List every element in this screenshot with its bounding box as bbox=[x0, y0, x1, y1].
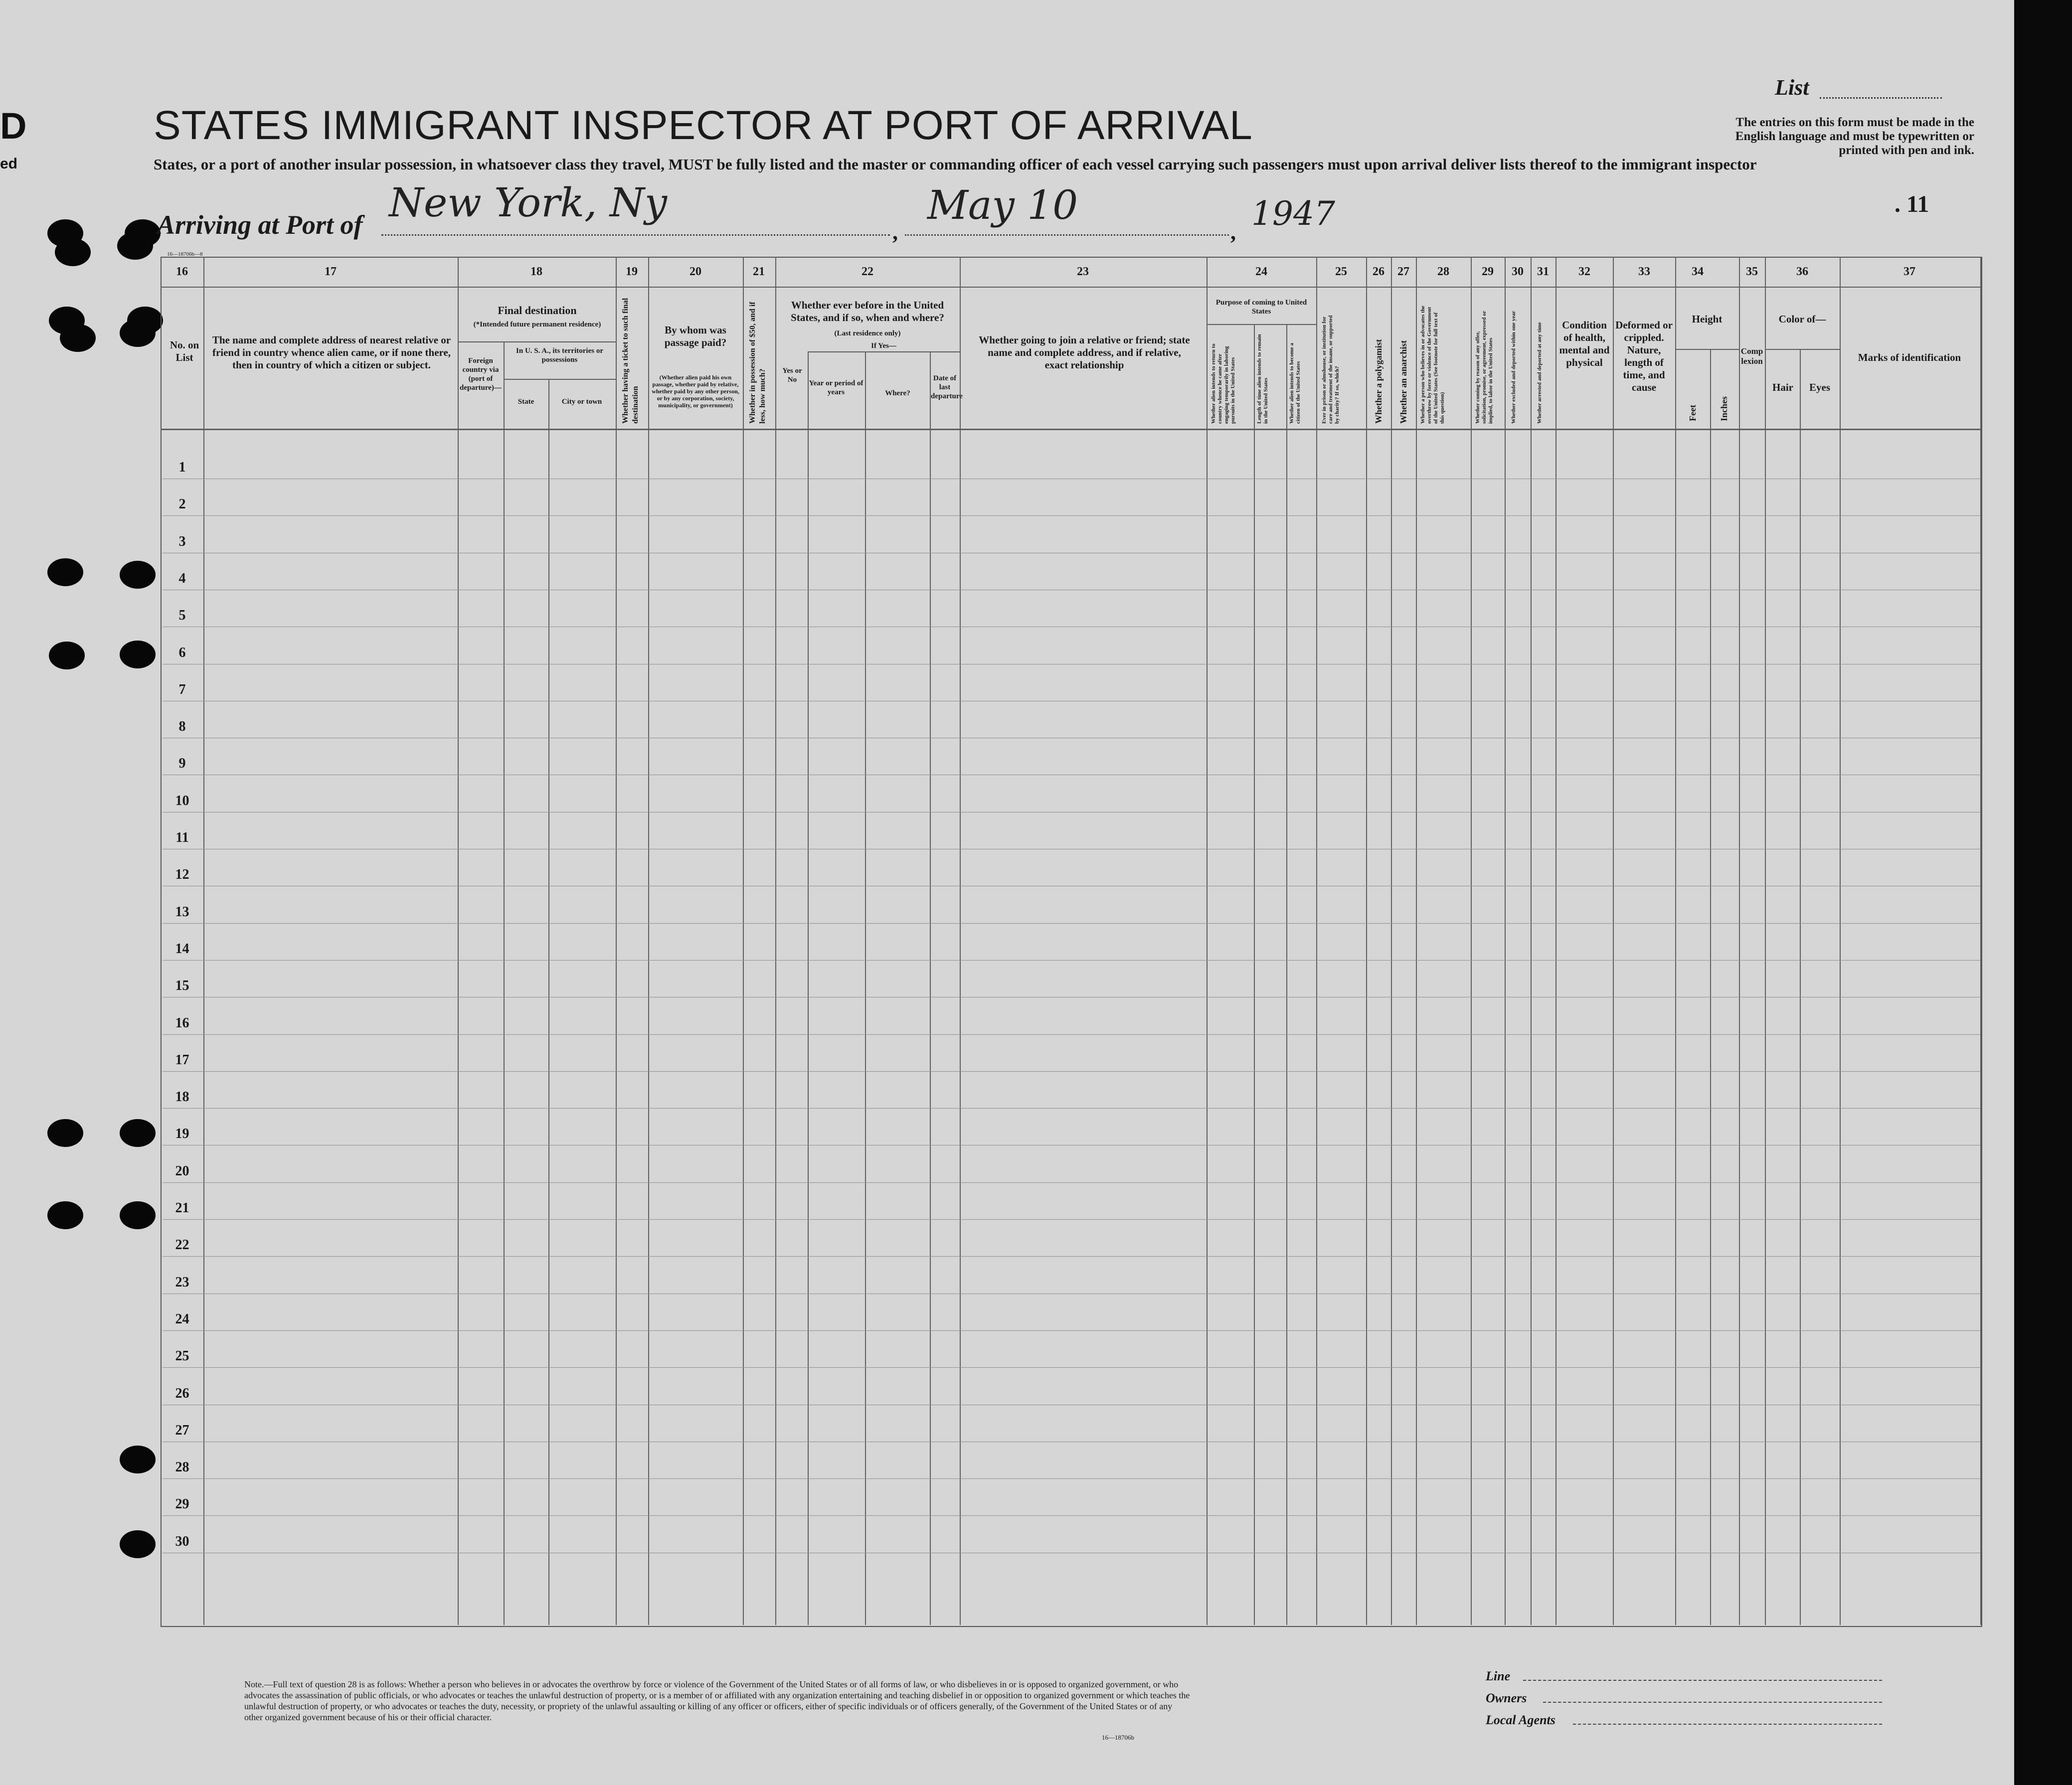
table-row[interactable] bbox=[163, 1330, 1980, 1331]
row-number: 6 bbox=[178, 645, 186, 660]
header-sub-divider bbox=[504, 379, 616, 380]
header-purpose-length: Length of time alien intends to remain in the United States bbox=[1256, 334, 1269, 424]
form-code: 16—18706b—8 bbox=[167, 251, 203, 257]
column-divider bbox=[458, 257, 459, 1625]
row-number: 25 bbox=[175, 1348, 189, 1364]
header-anarchist: Whether an anarchist bbox=[1398, 340, 1408, 424]
column-divider bbox=[775, 257, 776, 1625]
column-number: 29 bbox=[1482, 265, 1494, 278]
column-number: 18 bbox=[530, 265, 542, 278]
column-divider bbox=[1505, 257, 1506, 1625]
table-row[interactable] bbox=[163, 1515, 1980, 1516]
form-title: STATES IMMIGRANT INSPECTOR AT PORT OF ARRIVAL bbox=[154, 103, 1253, 148]
punch-hole bbox=[120, 1201, 156, 1229]
punch-hole bbox=[60, 324, 96, 352]
column-divider bbox=[960, 257, 961, 1625]
table-row[interactable] bbox=[163, 1071, 1980, 1072]
local-agents-label: Local Agents bbox=[1486, 1713, 1555, 1727]
punch-hole bbox=[120, 1446, 156, 1473]
header-color-of: Color of— bbox=[1778, 313, 1826, 325]
table-row[interactable] bbox=[163, 1367, 1980, 1368]
column-divider bbox=[1800, 349, 1801, 1625]
header-sub-divider bbox=[458, 341, 616, 342]
punch-hole bbox=[120, 1530, 156, 1558]
line-field[interactable] bbox=[1523, 1680, 1882, 1681]
header-health: Condition of health, mental and physical bbox=[1559, 319, 1610, 368]
table-row[interactable] bbox=[163, 1108, 1980, 1109]
line-label: Line bbox=[1486, 1669, 1511, 1683]
row-number: 13 bbox=[175, 904, 189, 920]
header-sub-divider bbox=[1675, 349, 1739, 350]
header-purpose-citizen: Whether alien intends to become a citizen of the United States bbox=[1289, 342, 1301, 424]
row-number: 14 bbox=[175, 941, 189, 957]
column-number: 37 bbox=[1903, 265, 1915, 278]
column-divider bbox=[808, 351, 809, 1625]
page-number: . 11 bbox=[1895, 191, 1929, 217]
row-number: 23 bbox=[175, 1274, 189, 1290]
header-excluded-deported: Whether excluded and deported within one year bbox=[1511, 311, 1517, 424]
table-row[interactable] bbox=[163, 515, 1980, 516]
header-polygamist: Whether a polygamist bbox=[1374, 339, 1383, 424]
header-date-last-departure: Date of last departure bbox=[931, 374, 963, 400]
column-number: 19 bbox=[626, 265, 638, 278]
column-number: 32 bbox=[1578, 265, 1590, 278]
header-height-feet: Feet bbox=[1688, 405, 1698, 421]
punch-hole bbox=[55, 238, 91, 266]
list-label: List bbox=[1775, 75, 1809, 100]
column-number: 31 bbox=[1537, 265, 1549, 278]
column-number: 17 bbox=[325, 265, 337, 278]
punch-hole bbox=[47, 1119, 83, 1147]
header-purpose-of-coming: Purpose of coming to United States bbox=[1215, 299, 1307, 316]
row-number: 24 bbox=[175, 1311, 189, 1327]
header-hair: Hair bbox=[1772, 381, 1793, 393]
row-number: 4 bbox=[178, 570, 186, 586]
column-number: 21 bbox=[753, 265, 765, 278]
column-divider bbox=[1675, 257, 1676, 1625]
comma-separator: , bbox=[1230, 220, 1236, 244]
column-divider bbox=[1613, 257, 1614, 1625]
header-yes-or-no: Yes or No bbox=[782, 367, 802, 384]
header-join-relative: Whether going to join a relative or friend; state name and complete address, and if relative, exact relationship bbox=[979, 334, 1190, 371]
column-divider bbox=[1207, 257, 1208, 1625]
punch-hole bbox=[47, 1201, 83, 1229]
column-number: 27 bbox=[1397, 265, 1409, 278]
column-number: 36 bbox=[1796, 265, 1808, 278]
edge-mark-fragment: ed bbox=[0, 156, 18, 172]
header-height: Height bbox=[1692, 313, 1723, 325]
port-handwritten[interactable]: New York, Ny bbox=[389, 179, 668, 226]
punch-hole bbox=[120, 641, 156, 668]
row-number: 10 bbox=[175, 793, 189, 809]
row-number: 11 bbox=[175, 830, 189, 845]
table-row[interactable] bbox=[163, 1219, 1980, 1220]
column-number-divider bbox=[161, 287, 1980, 288]
column-divider bbox=[1471, 257, 1472, 1625]
header-ever-before-us: Whether ever before in the United States, and if so, when and where? bbox=[791, 299, 944, 324]
row-number: 30 bbox=[175, 1533, 189, 1549]
header-year-period: Year or period of years bbox=[809, 379, 863, 396]
header-no-on-list: No. on List bbox=[170, 339, 199, 363]
date-field-line bbox=[905, 234, 1229, 236]
punch-hole bbox=[47, 558, 83, 586]
header-possession-50: Whether in possession of $50, and if less, how much? bbox=[748, 302, 767, 424]
header-bottom-divider bbox=[161, 429, 1980, 430]
column-divider bbox=[743, 257, 744, 1625]
table-row[interactable] bbox=[163, 1034, 1980, 1035]
row-number: 16 bbox=[175, 1015, 189, 1031]
column-divider bbox=[1366, 257, 1367, 1625]
row-number: 22 bbox=[175, 1237, 189, 1253]
row-number: 21 bbox=[175, 1200, 189, 1216]
header-final-destination-note: (*Intended future permanent residence) bbox=[473, 321, 601, 328]
punch-hole bbox=[125, 219, 161, 247]
list-number-field[interactable] bbox=[1820, 97, 1942, 99]
column-number: 26 bbox=[1373, 265, 1384, 278]
punch-hole bbox=[120, 561, 156, 589]
punch-hole bbox=[127, 307, 163, 334]
column-divider bbox=[1710, 349, 1711, 1625]
edge-mark-letter: D bbox=[0, 105, 27, 147]
column-divider bbox=[648, 257, 649, 1625]
header-state: State bbox=[518, 398, 534, 406]
row-number: 15 bbox=[175, 978, 189, 994]
header-passage-paid-note: (Whether alien paid his own passage, whether paid by relative, whether paid by any other person, or by any corporation, society, municipality, or government) bbox=[652, 374, 739, 409]
header-offer-labor: Whether coming by reason of any offer, solicitation, promise, or agreement, expressed or implied, to labor in the United States bbox=[1475, 311, 1494, 424]
header-overthrow: Whether a person who believes in or advocates the overthrow by force or violence of the Government of the United States (See footnote for full text of this question) bbox=[1420, 306, 1445, 424]
row-number: 8 bbox=[178, 719, 186, 735]
column-divider bbox=[203, 257, 204, 1625]
owners-label: Owners bbox=[1486, 1691, 1527, 1705]
column-divider bbox=[548, 379, 549, 1625]
header-prison-almshouse: Ever in prison or almshouse, or institution for care and treatment of the insane, or supported by charity? If so, which? bbox=[1321, 315, 1340, 424]
header-ticket-destination: Whether having a ticket to such final destination bbox=[621, 298, 640, 424]
column-number: 34 bbox=[1692, 265, 1704, 278]
owners-field[interactable] bbox=[1543, 1702, 1882, 1703]
punch-hole bbox=[120, 1119, 156, 1147]
header-height-inches: Inches bbox=[1719, 396, 1729, 421]
row-number: 19 bbox=[175, 1126, 189, 1142]
column-divider bbox=[1416, 257, 1417, 1625]
year-handwritten[interactable]: 1947 bbox=[1251, 194, 1335, 233]
column-number: 25 bbox=[1335, 265, 1347, 278]
header-sub-divider bbox=[808, 351, 960, 352]
row-number: 27 bbox=[175, 1422, 189, 1438]
row-number: 2 bbox=[178, 496, 186, 512]
column-number: 24 bbox=[1255, 265, 1267, 278]
column-number: 35 bbox=[1746, 265, 1758, 278]
column-divider bbox=[1531, 257, 1532, 1625]
row-number: 9 bbox=[178, 756, 186, 772]
header-last-residence: (Last residence only) bbox=[834, 329, 901, 337]
column-number: 22 bbox=[862, 265, 873, 278]
column-divider bbox=[1739, 257, 1740, 1625]
column-divider bbox=[1555, 257, 1556, 1625]
header-sub-divider bbox=[1765, 349, 1840, 350]
column-divider bbox=[1980, 257, 1981, 1625]
arriving-port-label: Arriving at Port of bbox=[157, 210, 363, 240]
row-number: 7 bbox=[178, 681, 186, 697]
column-number: 23 bbox=[1077, 265, 1089, 278]
table-row[interactable] bbox=[163, 923, 1980, 924]
column-divider bbox=[1765, 257, 1766, 1625]
row-number: 29 bbox=[175, 1496, 189, 1512]
row-number: 26 bbox=[175, 1385, 189, 1401]
row-number: 1 bbox=[178, 460, 186, 475]
header-nearest-relative: The name and complete address of nearest relative or friend in country whence alien came, or if none there, then in country of which a citizen or subject. bbox=[212, 334, 451, 371]
table-row[interactable] bbox=[163, 1256, 1980, 1257]
form-subtitle: States, or a port of another insular possession, in whatsoever class they travel, MUST be fully listed and the master or commanding officer of each vessel carrying such passengers must upon arrival deliver lists thereof to the immigrant inspector bbox=[154, 156, 1757, 173]
port-field-line bbox=[381, 234, 890, 236]
row-number: 12 bbox=[175, 867, 189, 883]
column-number: 30 bbox=[1512, 265, 1524, 278]
row-number: 5 bbox=[178, 608, 186, 624]
header-foreign-country: Foreign country via (port of departure)— bbox=[460, 357, 502, 392]
table-row[interactable] bbox=[163, 960, 1980, 961]
manifest-table bbox=[161, 257, 1982, 1627]
header-arrested-deported: Whether arrested and deported at any time bbox=[1537, 322, 1543, 424]
header-deformed: Deformed or crippled. Nature, length of time, and cause bbox=[1615, 319, 1673, 393]
header-if-yes: If Yes— bbox=[871, 342, 896, 350]
column-number: 20 bbox=[690, 265, 701, 278]
form-instructions: The entries on this form must be made in the English language and must be typewritten or printed with pen and ink. bbox=[1735, 116, 1974, 157]
column-divider bbox=[1254, 324, 1255, 1625]
column-divider bbox=[616, 257, 617, 1625]
header-marks-identification: Marks of identification bbox=[1858, 351, 1961, 363]
table-row[interactable] bbox=[163, 1478, 1980, 1479]
header-sub-divider bbox=[1207, 324, 1316, 325]
column-number: 33 bbox=[1638, 265, 1650, 278]
header-purpose-return: Whether alien intends to return to country whence he came after engaging temporarily in laboring pursuits in the United States bbox=[1210, 343, 1236, 424]
row-number: 20 bbox=[175, 1163, 189, 1179]
column-divider bbox=[1286, 324, 1287, 1625]
header-city-or-town: City or town bbox=[561, 398, 602, 406]
column-divider bbox=[865, 351, 866, 1625]
row-number: 28 bbox=[175, 1460, 189, 1475]
header-eyes: Eyes bbox=[1809, 381, 1830, 393]
header-passage-paid: By whom was passage paid? bbox=[664, 324, 727, 348]
column-divider bbox=[504, 341, 505, 1625]
header-complexion: Complexion bbox=[1740, 346, 1763, 366]
column-divider bbox=[930, 351, 931, 1625]
column-divider bbox=[1840, 257, 1841, 1625]
header-final-destination: Final destination bbox=[498, 304, 577, 317]
punch-hole bbox=[49, 642, 85, 669]
row-number: 17 bbox=[175, 1052, 189, 1068]
header-in-usa: In U. S. A., its territories or possessions bbox=[516, 347, 603, 364]
footnote-question-28: Note.—Full text of question 28 is as follows: Whether a person who believes in or advocates the overthrow by force or violence of the Government of the United States or of all forms of law, or who disbelieves in or is opposed to organized government, or who advocates the assassination of public officials, or who advocates or teaches the unlawful destruction of property, or is a member of or affiliated with any organization entertaining and teaching disbelief in or opposition to organized government or which teaches the unlawful destruction of property, or who advocates or teaches the duty, necessity, or propriety of the unlawful assaulting or killing of any officer or officers, either of specific individuals or of officers generally, of the Government of the United States or of any other organized government because of his or their official character. bbox=[244, 1679, 1190, 1722]
row-number: 18 bbox=[175, 1089, 189, 1105]
column-number: 28 bbox=[1437, 265, 1449, 278]
row-number: 3 bbox=[178, 533, 186, 549]
date-handwritten[interactable]: May 10 bbox=[927, 182, 1078, 228]
column-number: 16 bbox=[176, 265, 188, 278]
comma-separator: , bbox=[892, 220, 898, 244]
column-divider bbox=[1316, 257, 1317, 1625]
column-divider bbox=[1391, 257, 1392, 1625]
form-id: 16—18706b bbox=[1102, 1734, 1134, 1741]
local-agents-field[interactable] bbox=[1573, 1724, 1882, 1725]
table-row[interactable] bbox=[163, 1182, 1980, 1183]
header-where: Where? bbox=[885, 389, 910, 397]
